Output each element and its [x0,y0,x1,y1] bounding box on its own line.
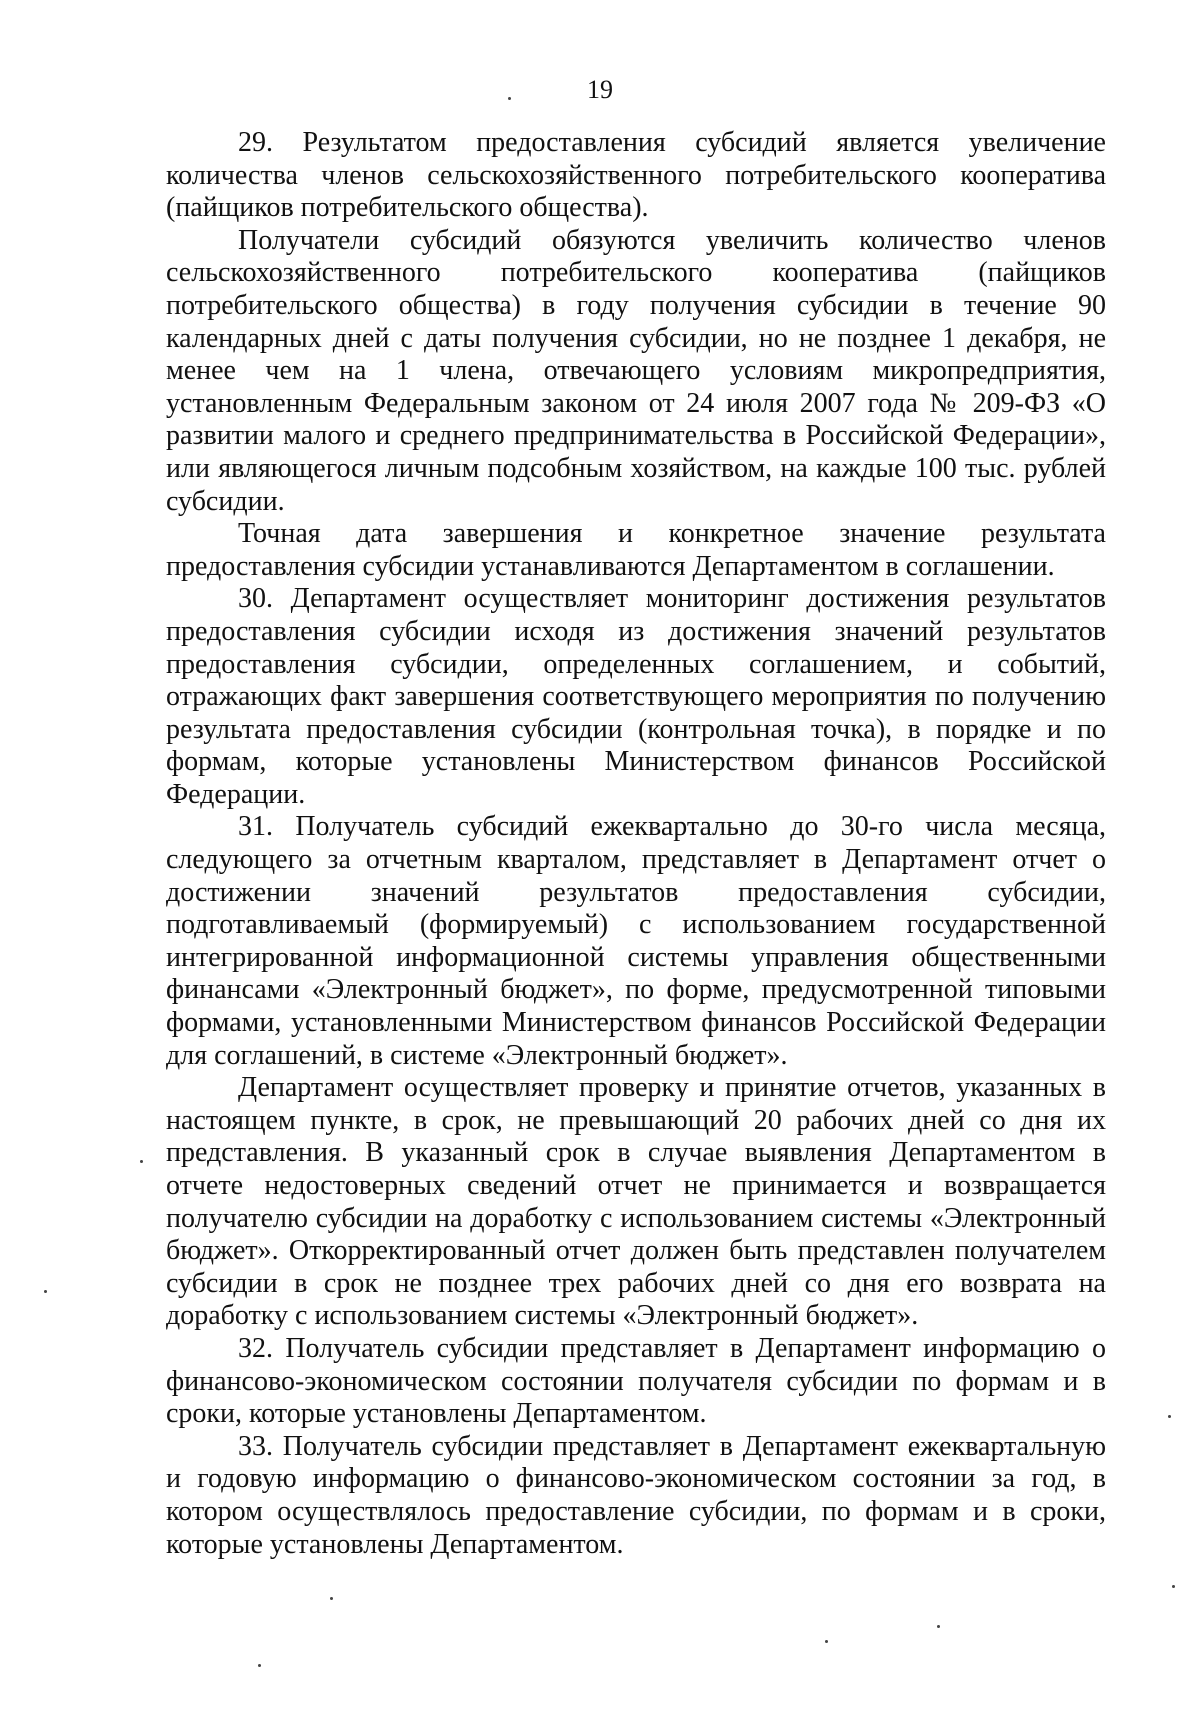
paragraph-29-obligations: Получатели субсидий обязуются увеличить количество членов сельскохозяйственного потребительского кооператива (пайщиков потребительского общества) в году получения субсидии в течение 90 календарных дней с даты получения субсидии, но не позднее 1 декабря, не менее чем на 1 члена, отвечающего условиям микропредприятия, установленным Федеральным законом от 24 июля 2007 года № 209-ФЗ «О развитии малого и среднего предпринимательства в Российской Федерации», или являющегося личным подсобным хозяйством, на каждые 100 тыс. рублей субсидии. [166,224,1106,517]
document-body [166,127,1106,1561]
scan-speck [140,1160,143,1163]
paragraph-29: 29. Результатом предоставления субсидий является увеличение количества членов сельскохозяйственного потребительского кооператива (пайщиков потребительского общества). [166,127,1106,224]
paragraph-32: 32. Получатель субсидии представляет в Департамент информацию о финансово-экономическом состоянии получателя субсидии по формам и в сроки, которые установлены Департаментом. [166,1332,1106,1430]
scan-speck [1168,1415,1171,1418]
scan-speck [330,1597,333,1600]
scan-speck [44,1290,47,1293]
scan-speck [1172,1585,1175,1588]
scan-speck [258,1664,261,1667]
paragraph-30: 30. Департамент осуществляет мониторинг достижения результатов предоставления субсидии исходя из достижения значений результатов предоставления субсидии, определенных соглашением, и событий, отражающих факт завершения соответствующего мероприятия по получению результата предоставления субсидии (контрольная точка), в порядке и по формам, которые установлены Министерством финансов Российской Федерации. [166,583,1106,810]
page-number: 19 [587,75,613,104]
paragraph-31-verification: Департамент осуществляет проверку и принятие отчетов, указанных в настоящем пункте, в срок, не превышающий 20 рабочих дней со дня их представления. В указанный срок в случае выявления Департаментом в отчете недостоверных сведений отчет не принимается и возвращается получателю субсидии на доработку с использованием системы «Электронный бюджет». Откорректированный отчет должен быть представлен получателем субсидии в срок не позднее трех рабочих дней со дня его возврата на доработку с использованием системы «Электронный бюджет». [166,1072,1106,1332]
paragraph-29-date: Точная дата завершения и конкретное значение результата предоставления субсидии устанавливаются Департаментом в соглашении. [166,518,1106,582]
scan-speck [825,1640,828,1643]
scan-speck [937,1625,940,1628]
paragraph-31: 31. Получатель субсидий ежеквартально до 30-го числа месяца, следующего за отчетным кварталом, представляет в Департамент отчет о достижении значений результатов предоставления субсидии, подготавливаемый (формируемый) с использованием государственной интегрированной информационной системы управления общественными финансами «Электронный бюджет», по форме, предусмотренной типовыми формами, установленными Министерством финансов Российской Федерации для соглашений, в системе «Электронный бюджет». [166,811,1106,1071]
scan-speck [508,97,511,100]
paragraph-33: 33. Получатель субсидии представляет в Департамент ежеквартальную и годовую информацию о финансово-экономическом состоянии за год, в котором осуществлялось предоставление субсидии, по формам и в сроки, которые установлены Департаментом. [166,1430,1106,1560]
